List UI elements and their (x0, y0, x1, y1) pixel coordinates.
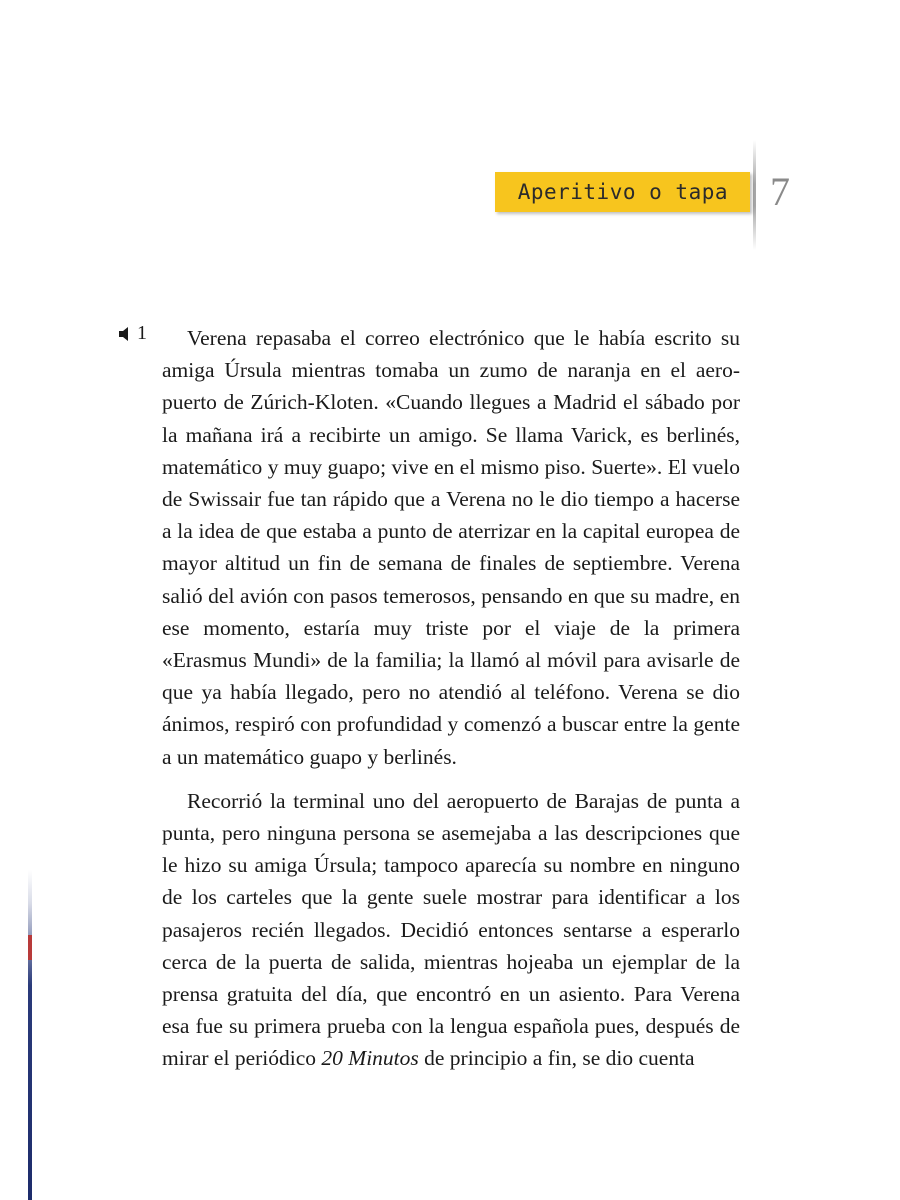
paragraph-1: Verena repasaba el correo electrónico que le había escrito su amiga Úrsula mientras tomaba un zumo de naranja en el aeropuerto de Zúrich-Kloten. «Cuando llegues a Madrid el sábado por la mañana irá a recibirte un amigo. Se llama Varick, es berlinés, matemático y muy guapo; vive en el mismo piso. Suerte». El vuelo de Swissair fue tan rápido que a Verena no le dio tiempo a hacerse a la idea de que estaba a punto de aterrizar en la capital europea de mayor altitud un fin de semana de finales de septiembre. Verena salió del avión con pasos temerosos, pensando en que su madre, en ese momento, estaría muy triste por el viaje de la primera «Erasmus Mundi» de la familia; la llamó al móvil para avisarle de que ya había llegado, pero no atendió al teléfono. Verena se dio ánimos, respiró con profundidad y comenzó a buscar entre la gente a un matemático guapo y berlinés. (162, 326, 740, 769)
binding-edge-strip (28, 870, 32, 1200)
speaker-icon (118, 326, 134, 342)
chapter-tab (495, 172, 750, 212)
page-number: 7 (770, 169, 790, 214)
binding-edge-accent (28, 935, 32, 960)
header-divider (753, 140, 756, 250)
audio-track-marker[interactable] (118, 322, 147, 345)
audio-track-number: 1 (137, 322, 147, 344)
newspaper-title: 20 Minutos (321, 1046, 419, 1071)
body-text (162, 322, 740, 1075)
paragraph-2-text-after: de principio a fin, se dio cuenta (418, 1046, 695, 1071)
paragraph-2-text-before: Recorrió la terminal uno del aeropuerto de Barajas de punta a punta, pero ninguna persona se asemejaba a las descripciones que le hizo su amiga Úrsula; tampoco aparecía su nombre en ninguno de los carteles que la gente suele mostrar para identificar a los pasajeros recién llegados. Decidió entonces sentarse a esperarlo cerca de la puerta de salida, mientras hojeaba un ejemplar de la prensa gratuita del día, que encontró en un asiento. Para Verena esa fue su primera prueba con la lengua española pues, después de mirar el periódico (162, 788, 740, 1071)
chapter-title: Aperitivo o tapa (517, 180, 728, 204)
paragraph-2 (162, 785, 740, 1075)
